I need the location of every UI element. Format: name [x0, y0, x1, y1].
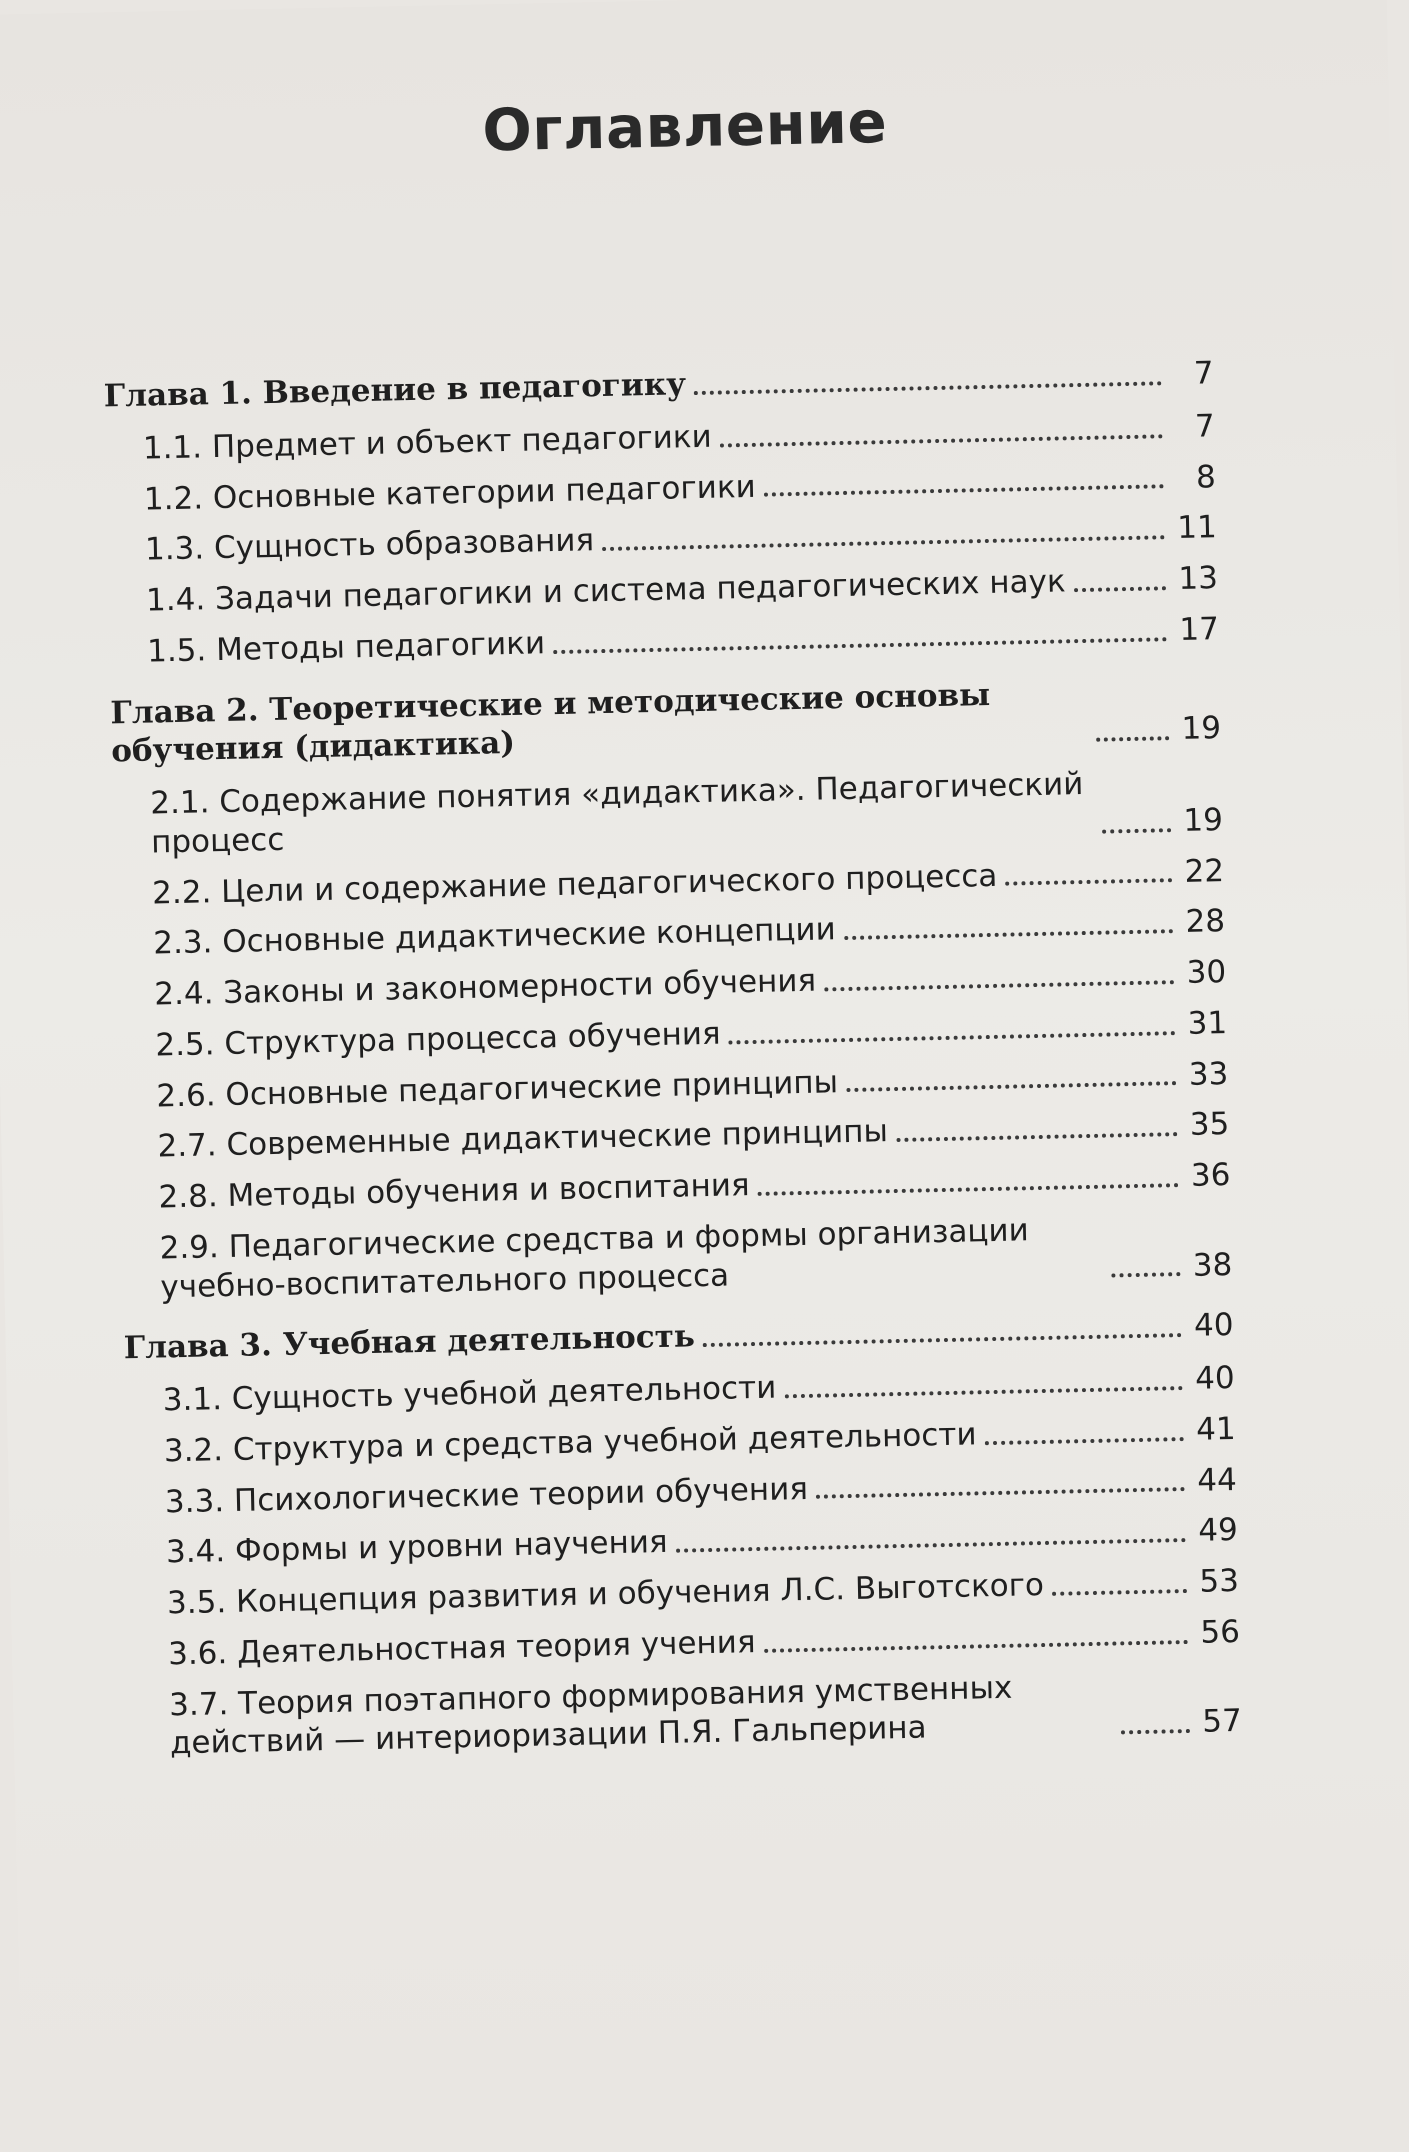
section-title: 3.3. Психологические теории обучения — [164, 1470, 809, 1520]
toc-entry[interactable] — [112, 762, 1223, 863]
page-number: 7 — [1194, 407, 1216, 445]
dot-leader — [1112, 1272, 1181, 1277]
page-number: 57 — [1201, 1703, 1243, 1740]
toc-entry[interactable] — [127, 1460, 1238, 1522]
page-number: 28 — [1185, 903, 1226, 941]
section-title: 3.6. Деятельностная теория учения — [167, 1623, 756, 1673]
toc-entry[interactable] — [126, 1410, 1237, 1472]
page-number: 11 — [1176, 509, 1218, 547]
section-title: 3.1. Сущность учебной деятельности — [162, 1369, 777, 1419]
dot-leader — [764, 1639, 1188, 1652]
section-title: 2.2. Цели и содержание педагогического процесса — [151, 857, 998, 912]
page-number: 30 — [1186, 954, 1227, 991]
section-title: 3.2. Структура и средства учебной деятельности — [163, 1416, 977, 1470]
page-number: 40 — [1194, 1359, 1235, 1397]
dot-leader — [816, 1487, 1185, 1499]
page-number: 19 — [1183, 801, 1224, 839]
page-number: 17 — [1179, 610, 1220, 648]
toc-entry[interactable] — [130, 1613, 1241, 1675]
toc-entry[interactable] — [107, 508, 1218, 570]
toc-entry[interactable] — [114, 852, 1225, 914]
dot-leader — [720, 434, 1163, 447]
chapter-title: Глава 1. Введение в педагогику — [103, 366, 687, 415]
chapter-2 — [110, 671, 1233, 1308]
chapter-1 — [103, 354, 1219, 672]
section-title: 2.9. Педагогические средства и формы организации учебно-воспитательного процесса — [159, 1211, 1030, 1305]
dot-leader — [703, 1333, 1182, 1347]
section-title: 3.7. Теория поэтапного формирования умственных действий — интериоризации П.Я. Гальперина — [168, 1669, 1013, 1762]
section-title: 1.4. Задачи педагогики и система педагогических наук — [145, 563, 1066, 619]
section-title: 3.4. Формы и уровни научения — [165, 1524, 668, 1571]
section-title: 2.5. Структура процесса обучения — [155, 1015, 721, 1064]
page-number: 40 — [1193, 1307, 1234, 1345]
section-title: 2.1. Содержание понятия «дидактика». Педагогический процесс — [149, 766, 1084, 861]
dot-leader — [1052, 1589, 1187, 1596]
dot-leader — [694, 381, 1162, 395]
toc-entry[interactable] — [105, 407, 1216, 469]
dot-leader — [985, 1437, 1184, 1445]
dot-leader — [1121, 1729, 1190, 1734]
toc-entry[interactable] — [109, 610, 1220, 672]
section-title: 2.8. Методы обучения и воспитания — [158, 1167, 751, 1216]
section-title: 2.4. Законы и закономерности обучения — [153, 962, 817, 1013]
section-title: 1.5. Методы педагогики — [146, 625, 546, 670]
page-number: 7 — [1193, 355, 1214, 392]
toc-entry[interactable] — [119, 1105, 1230, 1167]
dot-leader — [553, 637, 1167, 654]
dot-leader — [784, 1386, 1182, 1398]
dot-leader — [824, 980, 1174, 991]
toc-entry-chapter[interactable] — [103, 354, 1214, 416]
toc-entry[interactable] — [129, 1562, 1240, 1624]
toc-entry[interactable] — [131, 1663, 1242, 1764]
chapter-title: Глава 3. Учебная деятельность — [123, 1318, 696, 1367]
chapter-3 — [123, 1306, 1242, 1764]
toc-entry[interactable] — [115, 902, 1226, 964]
dot-leader — [1074, 586, 1166, 592]
page-number: 49 — [1197, 1512, 1239, 1550]
page-number: 44 — [1196, 1461, 1238, 1499]
section-title: 2.7. Современные дидактические принципы — [157, 1113, 889, 1165]
page-number: 53 — [1199, 1562, 1240, 1600]
toc-entry[interactable] — [106, 458, 1217, 520]
dot-leader — [896, 1132, 1177, 1142]
page-number: 36 — [1190, 1157, 1231, 1194]
toc-entry[interactable] — [117, 1004, 1228, 1066]
dot-leader — [846, 1081, 1176, 1092]
toc-entry-chapter[interactable] — [123, 1306, 1234, 1368]
dot-leader — [764, 485, 1164, 497]
toc-entry[interactable] — [108, 559, 1219, 621]
page-number: 19 — [1181, 710, 1222, 748]
toc-entry-chapter[interactable] — [110, 671, 1221, 772]
chapter-title: Глава 2. Теоретические и методические основы обучения (дидактика) — [110, 676, 991, 770]
page-number: 33 — [1188, 1055, 1229, 1093]
page-number: 38 — [1192, 1246, 1233, 1284]
section-title: 2.6. Основные педагогические принципы — [156, 1063, 839, 1114]
page-number: 35 — [1189, 1106, 1230, 1144]
dot-leader — [602, 535, 1165, 551]
dot-leader — [1102, 828, 1171, 833]
page-number: 13 — [1178, 560, 1219, 597]
dot-leader — [676, 1538, 1186, 1553]
toc-entry[interactable] — [128, 1511, 1239, 1573]
dot-leader — [729, 1031, 1176, 1044]
page-title: Оглавление — [481, 87, 888, 165]
toc-entry[interactable] — [116, 953, 1227, 1015]
section-title: 3.5. Концепция развития и обучения Л.С. Выготского — [166, 1567, 1045, 1622]
table-of-contents — [103, 354, 1242, 1786]
dot-leader — [844, 929, 1173, 940]
section-title: 2.3. Основные дидактические концепции — [152, 911, 837, 962]
page-number: 56 — [1200, 1613, 1241, 1651]
dot-leader — [758, 1183, 1179, 1196]
section-title: 1.2. Основные категории педагогики — [143, 468, 757, 518]
dot-leader — [1096, 736, 1169, 742]
page-number: 41 — [1195, 1410, 1237, 1448]
toc-entry[interactable] — [124, 1359, 1235, 1421]
dot-leader — [1005, 878, 1172, 885]
toc-entry[interactable] — [120, 1156, 1231, 1218]
page-number: 8 — [1195, 458, 1217, 496]
toc-entry[interactable] — [118, 1055, 1229, 1117]
section-title: 1.1. Предмет и объект педагогики — [142, 418, 713, 467]
page-number: 31 — [1187, 1004, 1228, 1042]
page-number: 22 — [1184, 852, 1225, 890]
toc-entry[interactable] — [121, 1207, 1232, 1308]
section-title: 1.3. Сущность образования — [144, 522, 595, 568]
